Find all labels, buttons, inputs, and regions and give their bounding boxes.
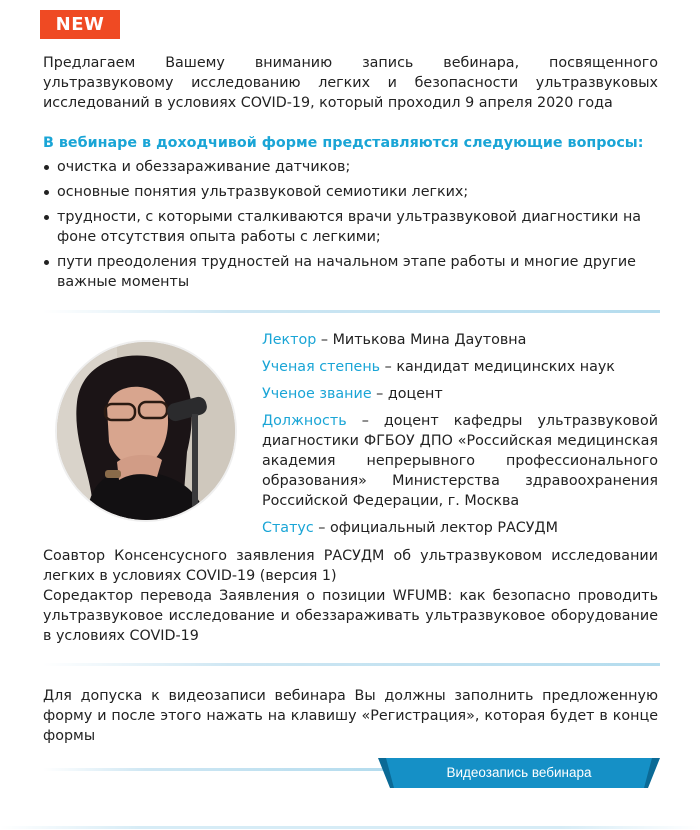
field-label: Должность [262,413,347,429]
field-value: – доцент кафедры ультразвуковой диагностики ФГБОУ ДПО «Российская медицинская академия непрерывного профессионального образования» Министерства здравоохранения Российской Федерации, г. Москва [262,413,658,509]
list-item: основные понятия ультразвуковой семиотики легких; [43,182,658,202]
lecturer-title-row [262,384,658,404]
list-item: очистка и обеззараживание датчиков; [43,157,658,177]
new-badge: NEW [40,10,120,39]
lecturer-status-row [262,518,658,538]
video-recording-button-label: Видеозапись вебинара [446,765,592,780]
lecturer-degree-row [262,357,658,377]
lecturer-info [262,330,658,545]
field-value: – кандидат медицинских наук [380,359,615,375]
field-label: Лектор [262,332,317,348]
bio-line: Соредактор перевода Заявления о позиции WFUMB: как безопасно проводить ультразвуковое исследование и обеззараживать ультразвуковое оборудование в условиях COVID-19 [43,588,658,644]
section-divider [43,768,383,771]
bio-line: Соавтор Консенсусного заявления РАСУДМ об ультразвуковом исследовании легких в условиях COVID-19 (версия 1) [43,548,658,584]
video-recording-button[interactable] [378,758,660,788]
lecturer-position-row [262,411,658,511]
field-value: – официальный лектор РАСУДМ [313,520,558,536]
topics-heading: В вебинаре в доходчивой форме представляются следующие вопросы: [43,135,644,151]
field-value: – Митькова Мина Даутовна [316,332,527,348]
section-divider [43,310,660,313]
lecturer-name-row [262,330,658,350]
topics-list [43,157,658,297]
access-instructions: Для допуска к видеозаписи вебинара Вы должны заполнить предложенную форму и после этого нажать на клавишу «Регистрация», которая будет в конце формы [43,688,658,744]
lecturer-bio [43,546,658,646]
footer-divider [0,826,700,829]
section-divider [43,663,660,666]
field-label: Ученое звание [262,386,372,402]
field-label: Ученая степень [262,359,381,375]
intro-text: Предлагаем Вашему вниманию запись вебинара, посвященного ультразвуковому исследованию легких и безопасности ультразвуковых исследований в условиях COVID-19, который проходил 9 апреля 2020 года [43,55,658,111]
list-item: пути преодоления трудностей на начальном этапе работы и многие другие важные моменты [43,252,658,292]
field-label: Статус [262,520,314,536]
list-item: трудности, с которыми сталкиваются врачи ультразвуковой диагностики на фоне отсутствия опыта работы с легкими; [43,207,658,247]
lecturer-photo [57,342,235,520]
field-value: – доцент [371,386,443,402]
